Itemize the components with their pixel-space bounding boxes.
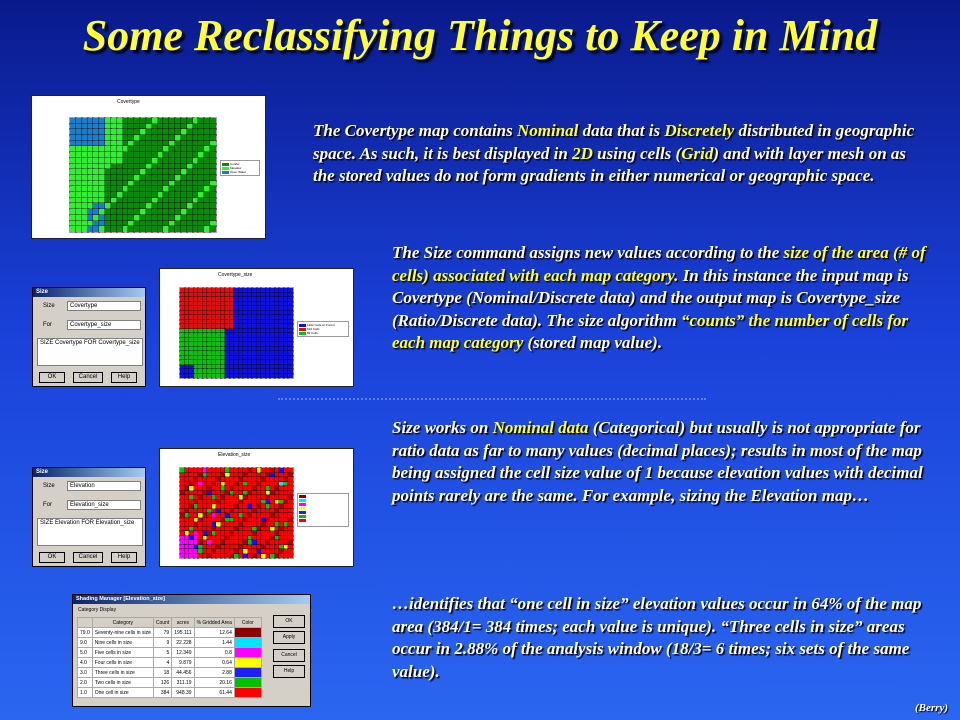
credit: (Berry) (915, 702, 948, 714)
table-cell: 61.44 (194, 688, 234, 698)
covertype-description: The Covertype map contains Nominal data that is Discretely distributed in geographic space. As such, it is best displayed in 2D using cells (Grid) and with layer mesh on as the stored values do not form gradients in either numerical or geographic space. (313, 121, 915, 185)
elevation-size-description: …identifies that “one cell in size” elevation values occur in 64% of the map area (384/1= 384 times; each value is unique). “Three cells in size” areas occur in 2.88% of the analysis window (18/3= 6 times; six sets of the same value). (392, 594, 922, 681)
size-label: Size (43, 303, 55, 309)
table-cell: 948.39 (172, 688, 194, 698)
table-cell: 2.0 (78, 678, 93, 688)
category-display-label: Category Display (78, 607, 117, 613)
legend-swatch (299, 515, 306, 518)
map-cell (288, 374, 293, 379)
color-swatch[interactable] (234, 658, 261, 668)
legend-swatch (299, 499, 306, 502)
legend-swatch (299, 519, 306, 522)
command-text[interactable]: SIZE Covertype FOR Covertype_size (37, 338, 143, 366)
table-row[interactable] (78, 638, 262, 648)
table-cell: 0.8 (194, 648, 234, 658)
cancel-button[interactable]: Cancel (73, 552, 103, 563)
covertype-grid (70, 118, 216, 232)
table-cell: 12.349 (172, 648, 194, 658)
table-row[interactable] (78, 678, 262, 688)
elevation-size-grid (180, 468, 293, 558)
apply-button[interactable]: Apply (273, 631, 305, 644)
covertype-size-grid (180, 288, 293, 378)
map-legend (297, 493, 349, 527)
table-cell: Seventy-nine cells in size (92, 628, 153, 638)
table-cell: 1.44 (194, 638, 234, 648)
map-title: Covertype_size (218, 272, 253, 278)
cancel-button[interactable]: Cancel (273, 649, 305, 662)
covertype-size-map-window (159, 268, 354, 387)
legend-swatch (299, 511, 306, 514)
column-header[interactable]: Count (153, 618, 171, 628)
legend-swatch (299, 495, 306, 498)
table-cell: 9 (153, 638, 171, 648)
column-header[interactable]: acres (172, 618, 194, 628)
map-title: Covertype (117, 99, 140, 105)
table-row[interactable] (78, 688, 262, 698)
cancel-button[interactable]: Cancel (73, 372, 103, 383)
command-text[interactable]: SIZE Elevation FOR Elevation_size (37, 518, 143, 546)
table-cell: 79 (153, 628, 171, 638)
size-label: Size (43, 483, 55, 489)
table-cell: 44.456 (172, 668, 194, 678)
table-cell: 5.0 (78, 648, 93, 658)
map-legend: Conifer Meadow Open Water (220, 160, 260, 176)
map-cell (210, 226, 216, 232)
slide-title: Some Reclassifying Things to Keep in Mind (82, 11, 878, 60)
table-row[interactable] (78, 668, 262, 678)
table-cell: Two cells in size (92, 678, 153, 688)
color-swatch[interactable] (234, 638, 261, 648)
elevation-size-map-window (159, 448, 354, 567)
map-title: Elevation_size (218, 452, 251, 458)
map-legend: 1302 Cells on Forest 616 Cells 89 Cells (297, 321, 349, 337)
table-cell: Three cells in size (92, 668, 153, 678)
dialog-title: Size (33, 468, 145, 477)
color-swatch[interactable] (234, 668, 261, 678)
table-cell: 0.64 (194, 658, 234, 668)
table-cell: 9.0 (78, 638, 93, 648)
for-select[interactable]: Covertype_size (67, 320, 141, 330)
table-row[interactable] (78, 628, 262, 638)
table-cell: 4 (153, 658, 171, 668)
table-cell: 2.88 (194, 668, 234, 678)
table-cell: 1.0 (78, 688, 93, 698)
for-label: For (43, 502, 52, 508)
covertype-map-window (31, 95, 266, 239)
table-cell: 3.0 (78, 668, 93, 678)
legend-swatch (299, 503, 306, 506)
category-table (77, 617, 262, 698)
table-row[interactable] (78, 658, 262, 668)
table-cell: 126 (153, 678, 171, 688)
table-cell: 22.228 (172, 638, 194, 648)
table-cell: Five cells in size (92, 648, 153, 658)
table-row[interactable] (78, 648, 262, 658)
size-select[interactable]: Covertype (67, 301, 141, 311)
table-cell: 9.879 (172, 658, 194, 668)
column-header[interactable]: Category (92, 618, 153, 628)
table-cell: 384 (153, 688, 171, 698)
divider (278, 398, 706, 400)
color-swatch[interactable] (234, 648, 261, 658)
for-label: For (43, 322, 52, 328)
ok-button[interactable]: OK (39, 372, 65, 383)
map-cell (288, 554, 293, 559)
value-header (78, 618, 93, 628)
table-cell: Nine cells in size (92, 638, 153, 648)
table-cell: 18 (153, 668, 171, 678)
size-dialog-elevation (32, 467, 146, 567)
for-select[interactable]: Elevation_size (67, 500, 141, 510)
color-swatch[interactable] (234, 678, 261, 688)
table-cell: 12.64 (194, 628, 234, 638)
size-nominal-description: Size works on Nominal data (Categorical) but usually is not appropriate for ratio data as far to many values (decimal places); results in most of the map being assigned the cell size value of 1 because elevation values with decimal points rarely are the same. For example, sizing the Elevation map… (392, 418, 923, 505)
size-dialog-covertype (32, 287, 146, 387)
help-button[interactable]: Help (273, 665, 305, 678)
table-cell: 79.0 (78, 628, 93, 638)
help-button[interactable]: Help (111, 552, 137, 563)
size-select[interactable]: Elevation (67, 481, 141, 491)
column-header[interactable]: Color (234, 618, 261, 628)
table-cell: 5 (153, 648, 171, 658)
column-header[interactable]: % Gridded Area (194, 618, 234, 628)
table-cell: 4.0 (78, 658, 93, 668)
table-cell: One cell in size (92, 688, 153, 698)
color-swatch[interactable] (234, 688, 261, 698)
color-swatch[interactable] (234, 628, 261, 638)
table-cell: 20.16 (194, 678, 234, 688)
table-cell: 311.19 (172, 678, 194, 688)
size-command-description: The Size command assigns new values according to the size of the area (# of cells) associated with each map category. In this instance the input map is Covertype (Nominal/Discrete data) and the output map is Covertype_size (Ratio/Discrete data). The size algorithm “counts” the number of cells for each map category (stored map value). (392, 243, 926, 352)
shading-manager-window (72, 594, 311, 707)
legend-swatch (299, 507, 306, 510)
ok-button[interactable]: OK (39, 552, 65, 563)
window-title: Shading Manager [Elevation_size] (73, 595, 310, 604)
table-cell: Four cells in size (92, 658, 153, 668)
table-cell: 195.111 (172, 628, 194, 638)
ok-button[interactable]: OK (273, 615, 305, 628)
dialog-title: Size (33, 288, 145, 297)
help-button[interactable]: Help (111, 372, 137, 383)
